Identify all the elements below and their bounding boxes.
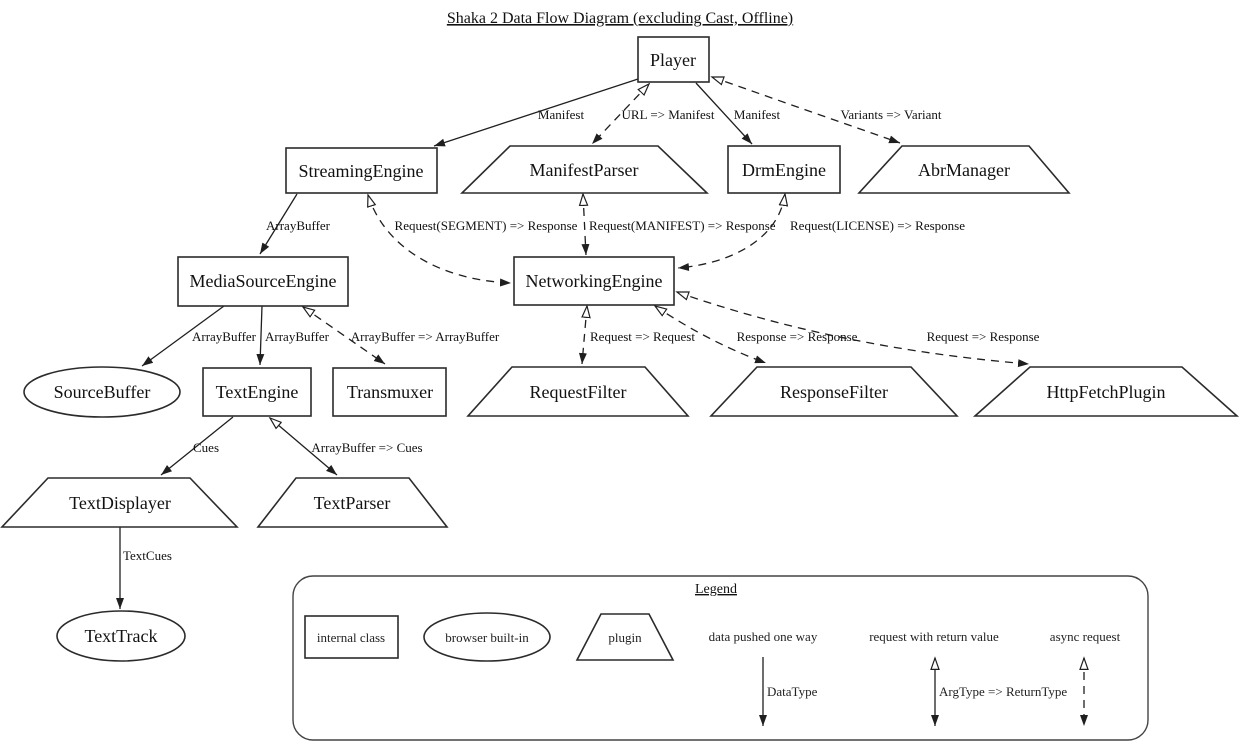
node-networking-engine (514, 257, 674, 305)
node-player-label: Player (650, 50, 696, 70)
node-request-filter-label: RequestFilter (529, 382, 627, 402)
node-text-displayer-label: TextDisplayer (69, 493, 171, 513)
node-player (638, 37, 709, 82)
edge-label-player-manifest-parser: URL => Manifest (621, 107, 715, 122)
edge-label-mse-source-buffer: ArrayBuffer (191, 329, 257, 344)
node-source-buffer-label: SourceBuffer (53, 382, 151, 402)
legend-plugin-label: plugin (608, 630, 642, 645)
node-response-filter-label: ResponseFilter (780, 382, 888, 402)
node-transmuxer-label: Transmuxer (346, 382, 434, 402)
legend-title: Legend (695, 582, 737, 597)
edge-label-mse-text-engine: ArrayBuffer (265, 329, 330, 344)
edge-label-net-request-filter: Request => Request (590, 329, 695, 344)
legend-data-pushed-arrow-label: DataType (767, 684, 818, 699)
edge-label-displayer-track: TextCues (123, 548, 172, 563)
node-transmuxer (333, 368, 446, 416)
node-abr-manager-label: AbrManager (918, 160, 1010, 180)
node-streaming-engine (286, 148, 437, 193)
legend-internal-class (305, 616, 398, 658)
edge-label-net-response-filter: Response => Response (736, 329, 858, 344)
node-text-engine (203, 368, 311, 416)
edge-label-text-engine-parser: ArrayBuffer => Cues (311, 440, 423, 455)
node-http-fetch-plugin-label: HttpFetchPlugin (1046, 382, 1166, 402)
node-manifest-parser-label: ManifestParser (529, 160, 639, 180)
legend-browser-builtin-label: browser built-in (445, 630, 529, 645)
edge-label-mse-transmuxer: ArrayBuffer => ArrayBuffer (350, 329, 500, 344)
node-streaming-engine-label: StreamingEngine (298, 161, 424, 181)
node-text-engine-label: TextEngine (215, 382, 299, 402)
edge-label-streaming-net: Request(SEGMENT) => Response (394, 218, 578, 233)
node-media-source-engine-label: MediaSourceEngine (189, 271, 337, 291)
edge-label-text-engine-displayer: Cues (193, 440, 219, 455)
legend-internal-class-label: internal class (316, 630, 386, 645)
edge-label-parser-net: Request(MANIFEST) => Response (589, 218, 776, 233)
node-drm-engine (728, 146, 840, 193)
legend-browser-builtin (424, 613, 550, 661)
diagram-title: Shaka 2 Data Flow Diagram (excluding Cast, Offline) (446, 10, 794, 27)
node-media-source-engine (178, 257, 348, 306)
edge-label-net-http-fetch: Request => Response (926, 329, 1040, 344)
node-text-track (57, 611, 185, 661)
legend-async-request-label: async request (1049, 629, 1121, 644)
node-drm-engine-label: DrmEngine (742, 160, 826, 180)
edge-label-player-streaming: Manifest (537, 107, 585, 122)
node-networking-engine-label: NetworkingEngine (525, 271, 663, 291)
edge-label-player-drm: Manifest (733, 107, 781, 122)
legend-request-return-label: request with return value (869, 629, 999, 644)
edge-label-player-abr: Variants => Variant (840, 107, 942, 122)
node-source-buffer (24, 367, 180, 417)
edge-label-drm-net: Request(LICENSE) => Response (790, 218, 965, 233)
node-text-track-label: TextTrack (84, 626, 158, 646)
node-text-parser-label: TextParser (313, 493, 391, 513)
legend-data-pushed-label: data pushed one way (708, 629, 818, 644)
edge-label-streaming-mse: ArrayBuffer (266, 218, 331, 233)
legend-request-return-arrow-label: ArgType => ReturnType (939, 684, 1068, 699)
